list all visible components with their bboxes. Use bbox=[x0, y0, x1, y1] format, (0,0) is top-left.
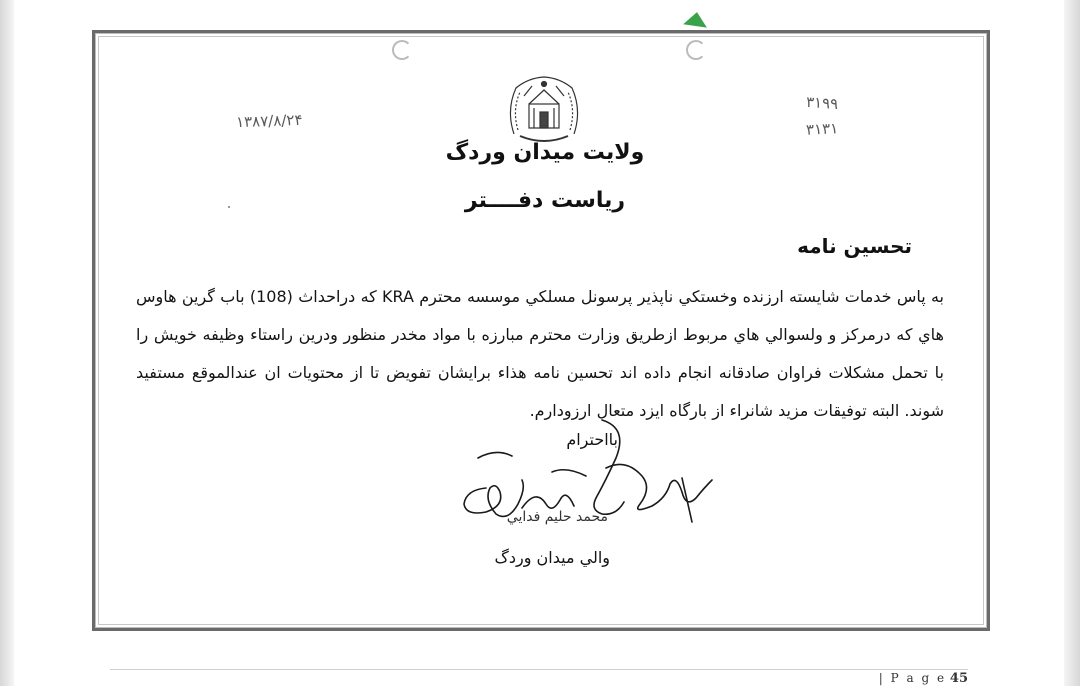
signer-name: محمد حليم فدايي bbox=[506, 509, 608, 525]
scan-speck bbox=[228, 206, 230, 208]
closing-text: بااحترام bbox=[566, 430, 618, 449]
reference-numbers bbox=[806, 90, 838, 142]
page-number: 45 bbox=[949, 671, 968, 686]
page-edge-right bbox=[1064, 0, 1080, 686]
punch-hole-icon bbox=[392, 40, 412, 60]
reference-number: ۳۱۳۱ bbox=[805, 119, 839, 139]
reference-number: ۳۱۹۹ bbox=[805, 92, 839, 114]
document-title: تحسين نامه bbox=[797, 234, 912, 258]
corner-bookmark-icon bbox=[683, 10, 709, 27]
page-footer bbox=[879, 671, 968, 686]
handwritten-date: ۱۳۸۷/۸/۲۴ bbox=[235, 110, 303, 132]
page-edge-left bbox=[0, 0, 14, 686]
punch-hole-icon bbox=[686, 40, 706, 60]
signer-title: والي ميدان وردگ bbox=[494, 548, 610, 567]
letterhead-office: رياست دفــــتر bbox=[464, 188, 626, 213]
letter-body: به پاس خدمات شايسته ارزنده وخستكي ناپذير پرسونل مسلكي موسسه محترم KRA كه دراحداث (108) باب گرين هاوس هاي كه درمركز و ولسوالي هاي مربوط ازطريق وزارت محترم مبارزه با مواد مخدر منظور ودرين راستاء وظيفه خويش را با تحمل مشكلات فراوان صادقانه انجام داده اند تحسين نامه هذاء برايشان تفويض تا از محتويات ان عندالموقع مستفيد شوند. البته توفيقات مزيد شانراء از بارگاه ايزد متعال ارزودارم. bbox=[136, 287, 944, 420]
national-emblem-icon bbox=[502, 74, 586, 148]
letterhead-province: ولايت ميدان وردگ bbox=[445, 140, 645, 165]
footer-divider bbox=[110, 669, 968, 670]
page-label: | P a g e bbox=[878, 671, 947, 685]
